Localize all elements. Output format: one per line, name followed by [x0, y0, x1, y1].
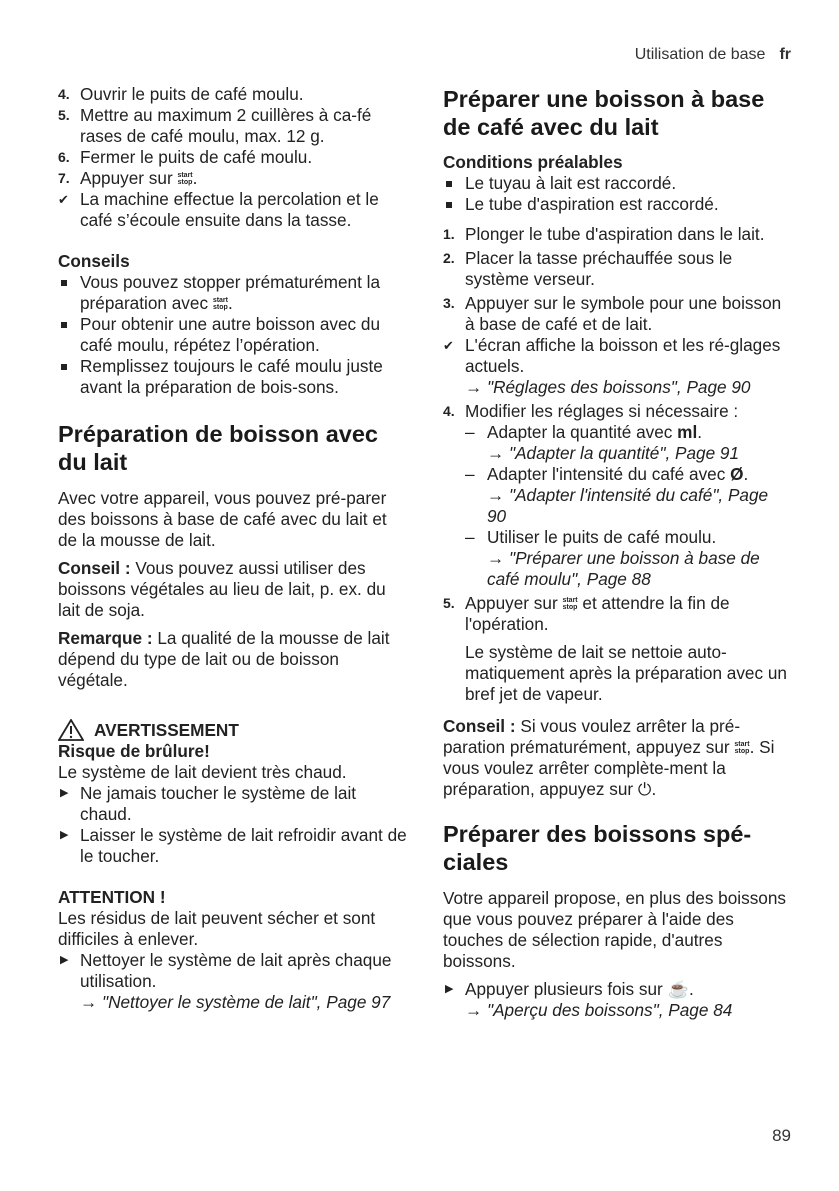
special-action: ▶ Appuyer plusieurs fois sur ☕. [445, 979, 694, 999]
step-1: 1. Plonger le tube d'aspiration dans le lait. [443, 224, 765, 244]
option-quantity: – Adapter la quantité avec ml. [465, 422, 702, 442]
action-arrow-icon: ▶ [60, 829, 69, 841]
remarque-note: Remarque : La qualité de la mousse de lait dépend du type de lait ou de boisson végétale. [58, 628, 390, 690]
check-icon: ✔ [58, 192, 69, 207]
option-ground-coffee-reference[interactable]: → "Préparer une boisson à base de café moulu", Page 88 [487, 548, 760, 589]
attention-title: ATTENTION ! [58, 887, 166, 907]
conseil-note: Conseil : Vous pouvez aussi utiliser des boissons végétales au lieu de lait, p. ex. du lait de soja. [58, 558, 386, 620]
step-4-options [443, 422, 788, 590]
intensity-icon: Ø [730, 464, 744, 484]
check-icon: ✔ [443, 338, 454, 353]
bullet-icon [61, 280, 67, 286]
step-2: 2. Placer la tasse préchauffée sous le système verseur. [443, 248, 733, 289]
step-3: 3. Appuyer sur le symbole pour une boisson à base de café et de lait. [443, 293, 782, 334]
section-title-milk: Préparation de boisson avec du lait [58, 421, 378, 475]
special-intro: Votre appareil propose, en plus des boissons que vous pouvez préparer à l'aide des touches de sélection rapide, d'autres boissons. [443, 888, 787, 971]
action-arrow-icon: ▶ [445, 983, 454, 995]
option-intensity-reference[interactable]: → "Adapter l'intensité du café", Page 90 [487, 485, 769, 526]
step-4: 4. Modifier les réglages si nécessaire : [443, 401, 739, 421]
step-3-result: ✔ L'écran affiche la boisson et les ré-glages actuels. [443, 335, 781, 376]
action-arrow-icon: ▶ [60, 787, 69, 799]
section-title-special: Préparer des boissons spé-ciales [443, 821, 752, 875]
section-title-coffee-milk: Préparer une boisson à base de café avec du lait [443, 86, 765, 140]
prereq-item: Le tube d'aspiration est raccordé. [443, 194, 788, 215]
step-4: 4. Ouvrir le puits de café moulu. [58, 84, 304, 104]
header-section: Utilisation de base [634, 46, 766, 63]
start-stop-icon: start stop [212, 297, 228, 312]
action-arrow-icon: ▶ [60, 954, 69, 966]
ref-arrow-icon: → [465, 377, 487, 397]
start-stop-icon: start stop [562, 597, 578, 612]
ref-arrow-icon: → [487, 548, 509, 568]
special-drinks-icon: ☕ [667, 979, 689, 999]
step-5-note: Le système de lait se nettoie auto-matiquement après la préparation avec un bref jet de vapeur. [465, 642, 787, 704]
result-reference[interactable]: → "Réglages des boissons", Page 90 [465, 377, 751, 397]
option-intensity: – Adapter l'intensité du café avec Ø. [465, 464, 749, 484]
milk-intro: Avec votre appareil, vous pouvez pré-parer des boissons à base de café avec du lait et de la mousse de lait. [58, 488, 387, 550]
prereq-item: Le tuyau à lait est raccordé. [443, 173, 788, 194]
step-5: 5. Appuyer sur start stop et attendre la fin de l'opération. [443, 593, 730, 634]
attention-reference[interactable]: → "Nettoyer le système de lait", Page 97 [80, 992, 391, 1012]
warning-text: Le système de lait devient très chaud. [58, 762, 347, 782]
warning-action: ▶ Laisser le système de lait refroidir avant de le toucher. [60, 825, 407, 866]
tip-item: Remplissez toujours le café moulu juste avant la préparation de bois-sons. [58, 356, 408, 398]
special-reference[interactable]: → "Aperçu des boissons", Page 84 [465, 1000, 733, 1020]
start-stop-icon: start stop [734, 741, 750, 756]
warning-heading: AVERTISSEMENT [58, 719, 408, 741]
bullet-icon [446, 181, 452, 187]
option-ground-coffee: – Utiliser le puits de café moulu. [465, 527, 717, 547]
warning-triangle-icon [58, 719, 84, 741]
attention-action: ▶ Nettoyer le système de lait après chaque utilisation. [60, 950, 392, 991]
option-quantity-reference[interactable]: → "Adapter la quantité", Page 91 [487, 443, 740, 463]
step-6: 6. Fermer le puits de café moulu. [58, 147, 313, 167]
ml-key: ml [677, 422, 698, 442]
warning-subtitle: Risque de brûlure! [58, 741, 210, 761]
power-icon: ⏻ [637, 779, 652, 799]
bullet-icon [61, 364, 67, 370]
tips-title: Conseils [58, 251, 130, 271]
left-column [58, 84, 408, 1013]
tip-item: Vous pouvez stopper prématurément la préparation avec start stop. [58, 272, 408, 314]
page-number: 89 [772, 1126, 791, 1145]
start-stop-icon: start stop [177, 172, 193, 187]
ref-arrow-icon: → [487, 443, 509, 463]
attention-text: Les résidus de lait peuvent sécher et sont difficiles à enlever. [58, 908, 376, 949]
step-7: 7. Appuyer sur start stop. [58, 168, 198, 188]
prereq-title: Conditions préalables [443, 152, 623, 172]
tip-item: Pour obtenir une autre boisson avec du café moulu, répétez l’opération. [58, 314, 408, 356]
bullet-icon [446, 202, 452, 208]
conseil-stop: Conseil : Si vous voulez arrêter la pré-paration prématurément, appuyez sur start stop. Si vous voulez arrêter complète-ment la préparation, appuyez sur ⏻. [443, 716, 775, 799]
step-5: 5. Mettre au maximum 2 cuillères à ca-fé rases de café moulu, max. 12 g. [58, 105, 372, 146]
bullet-icon [61, 322, 67, 328]
step-7-result: ✔ La machine effectue la percolation et le café s’écoule ensuite dans la tasse. [58, 189, 379, 230]
page-header [635, 46, 791, 64]
header-lang: fr [779, 46, 791, 63]
ref-arrow-icon: → [465, 1000, 487, 1020]
warning-action: ▶ Ne jamais toucher le système de lait chaud. [60, 783, 357, 824]
right-column [443, 85, 788, 1021]
ref-arrow-icon: → [487, 485, 509, 505]
ref-arrow-icon: → [80, 992, 102, 1012]
